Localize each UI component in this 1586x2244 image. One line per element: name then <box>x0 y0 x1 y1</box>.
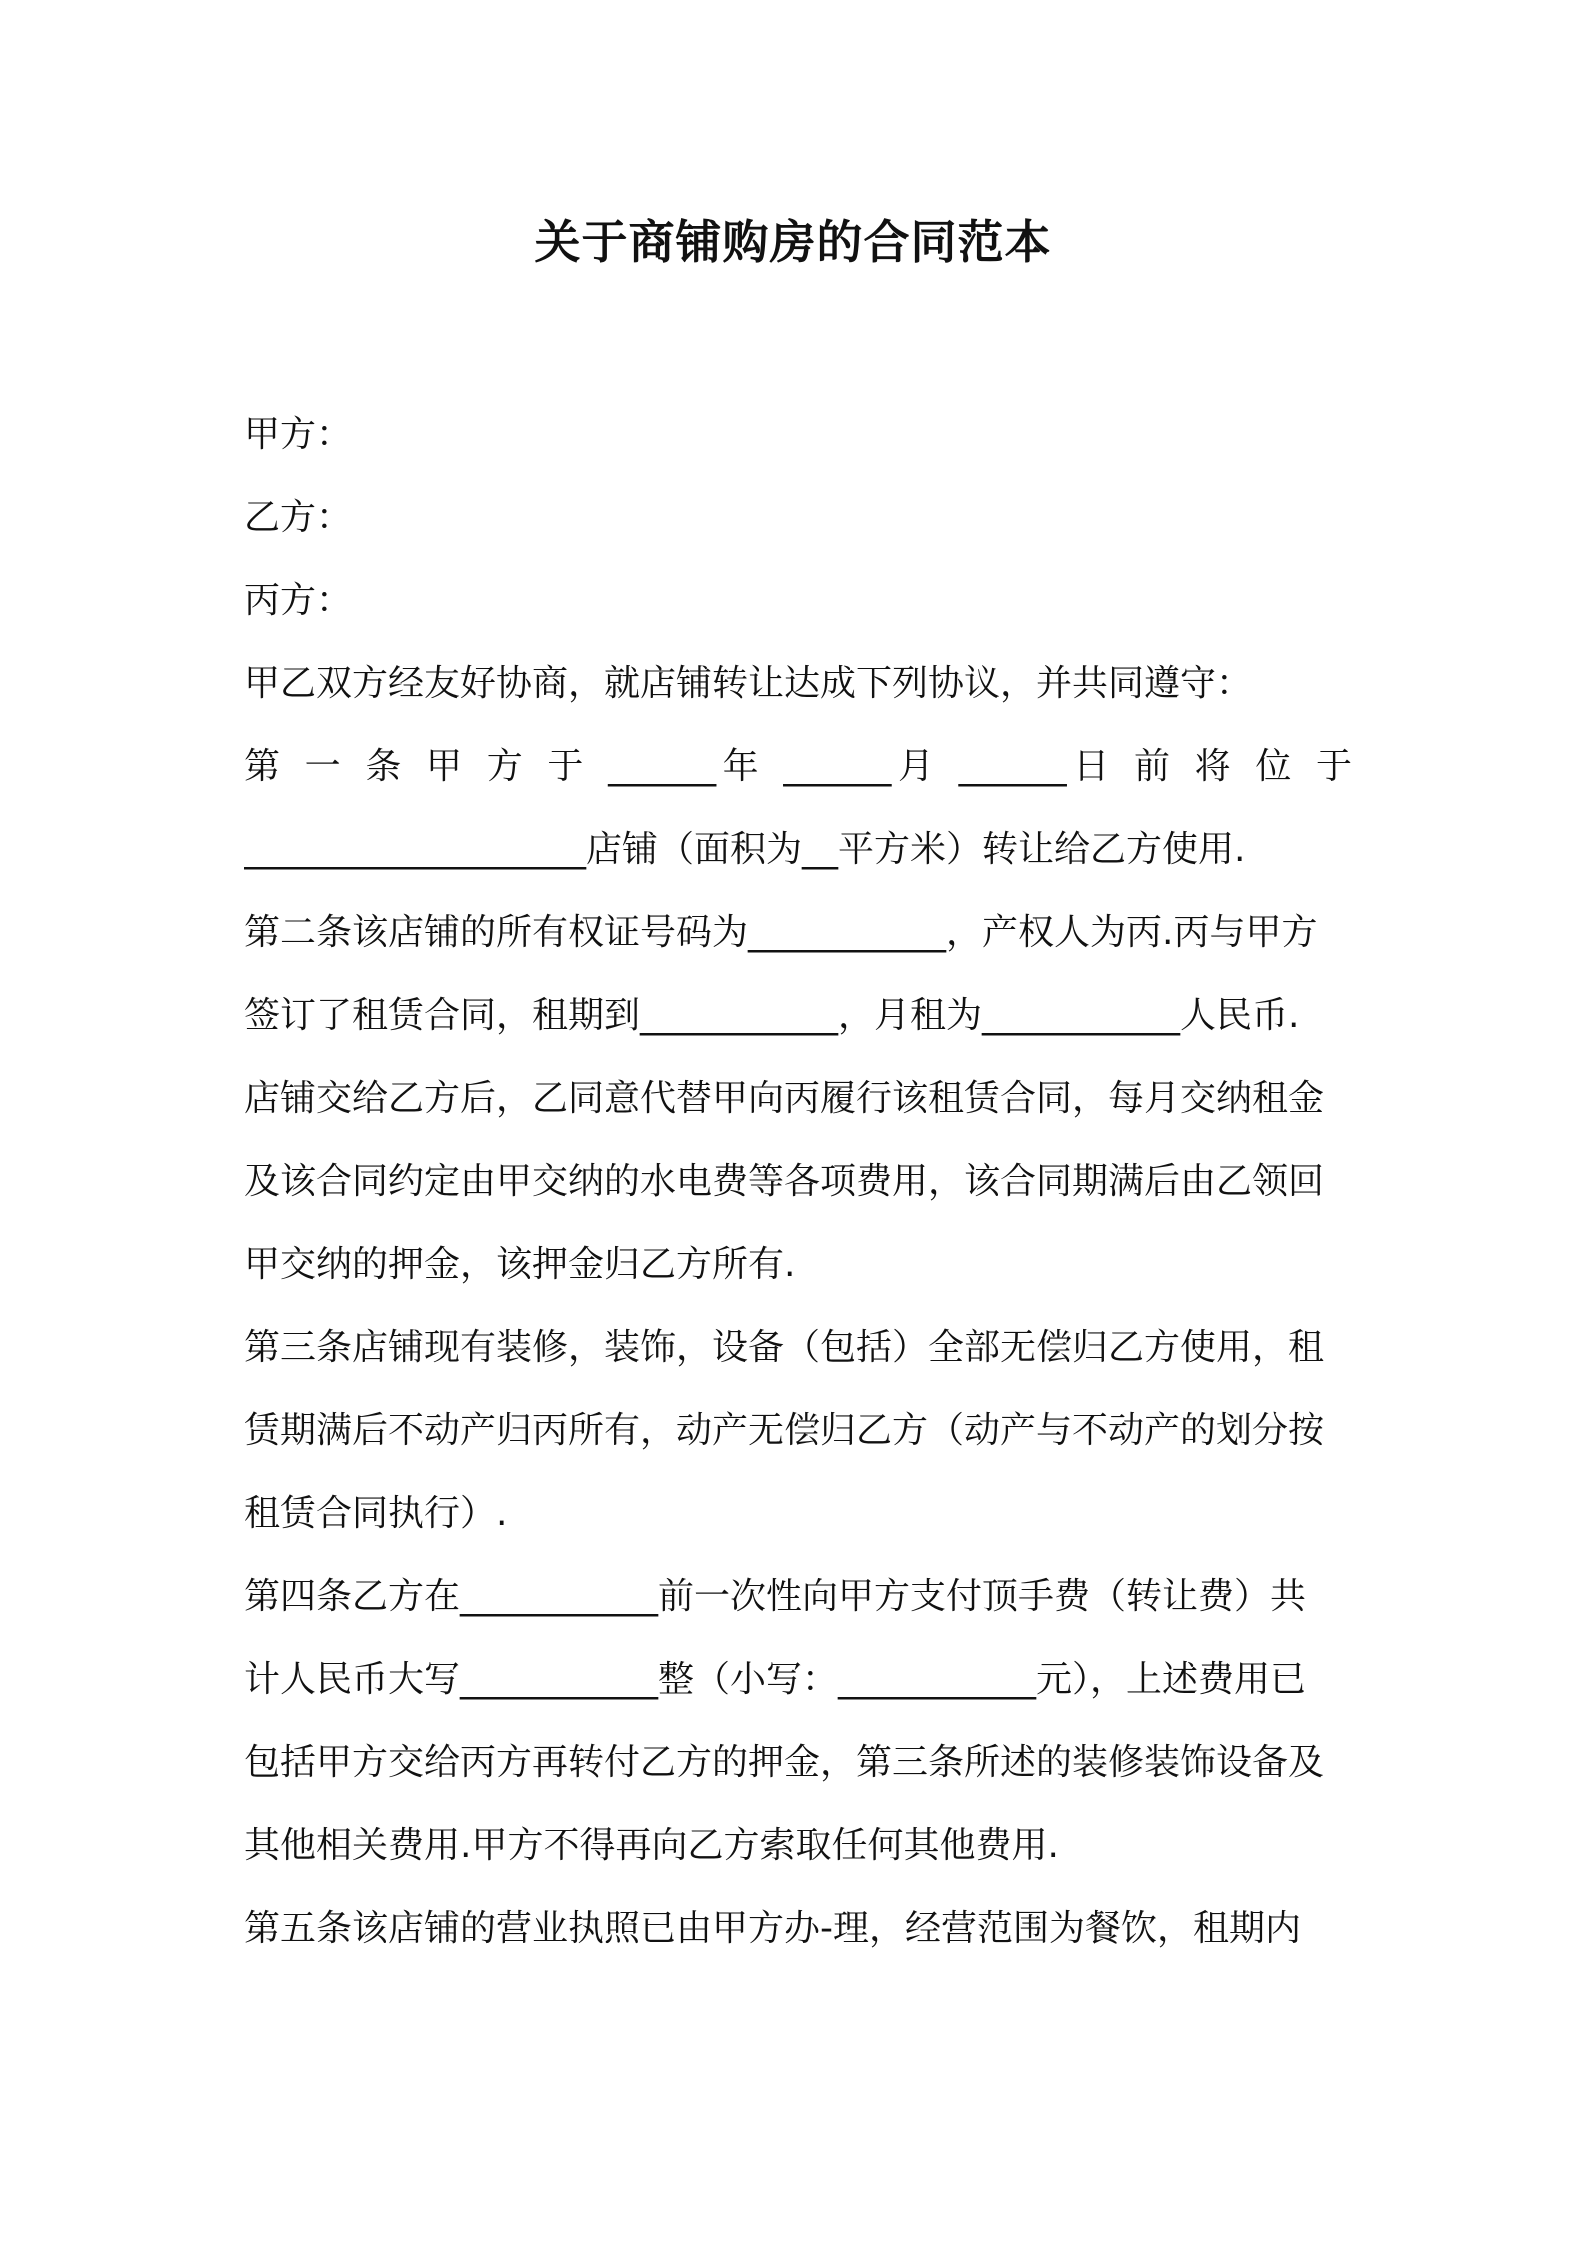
clause-4-line-4: 其他相关费用.甲方不得再向乙方索取任何其他费用. <box>244 1825 1059 1866</box>
clause-3-line-3: 租赁合同执行）. <box>244 1493 508 1534</box>
document-title: 关于商铺购房的合同范本 <box>534 215 1052 269</box>
clause-4-line-2: 计人民币大写___________整（小写：___________元），上述费用已 <box>244 1659 1307 1700</box>
clause-4-line-1: 第四条乙方在___________前一次性向甲方支付顶手费（转让费）共 <box>244 1576 1307 1617</box>
clause-2-line-1: 第二条该店铺的所有权证号码为___________，产权人为丙.丙与甲方 <box>244 912 1318 953</box>
clause-2-line-4: 及该合同约定由甲交纳的水电费等各项费用，该合同期满后由乙领回 <box>244 1161 1325 1202</box>
clause-2-line-2: 签订了租赁合同，租期到___________，月租为___________人民币. <box>244 995 1300 1036</box>
agreement-intro: 甲乙双方经友好协商，就店铺转让达成下列协议，并共同遵守： <box>244 663 1253 704</box>
party-b-line: 乙方： <box>244 497 353 538</box>
clause-2-line-5: 甲交纳的押金，该押金归乙方所有. <box>244 1244 796 1285</box>
clause-4-line-3: 包括甲方交给丙方再转付乙方的押金，第三条所述的装修装饰设备及 <box>244 1742 1325 1783</box>
party-c-line: 丙方： <box>244 580 353 621</box>
clause-1-line-2: ___________________店铺（面积为__平方米）转让给乙方使用. <box>244 829 1246 870</box>
clause-3-line-1: 第三条店铺现有装修，装饰，设备（包括）全部无偿归乙方使用，租 <box>244 1327 1325 1368</box>
clause-1-line-1: 第 一 条 甲 方 于 ______年 ______月 ______日 前 将 位 于 <box>244 746 1352 787</box>
clause-5-line-1: 第五条该店铺的营业执照已由甲方办-理，经营范围为餐饮，租期内 <box>244 1908 1301 1949</box>
clause-3-line-2: 赁期满后不动产归丙所有，动产无偿归乙方（动产与不动产的划分按 <box>244 1410 1325 1451</box>
party-a-line: 甲方： <box>244 414 353 455</box>
clause-2-line-3: 店铺交给乙方后，乙同意代替甲向丙履行该租赁合同，每月交纳租金 <box>244 1078 1325 1119</box>
